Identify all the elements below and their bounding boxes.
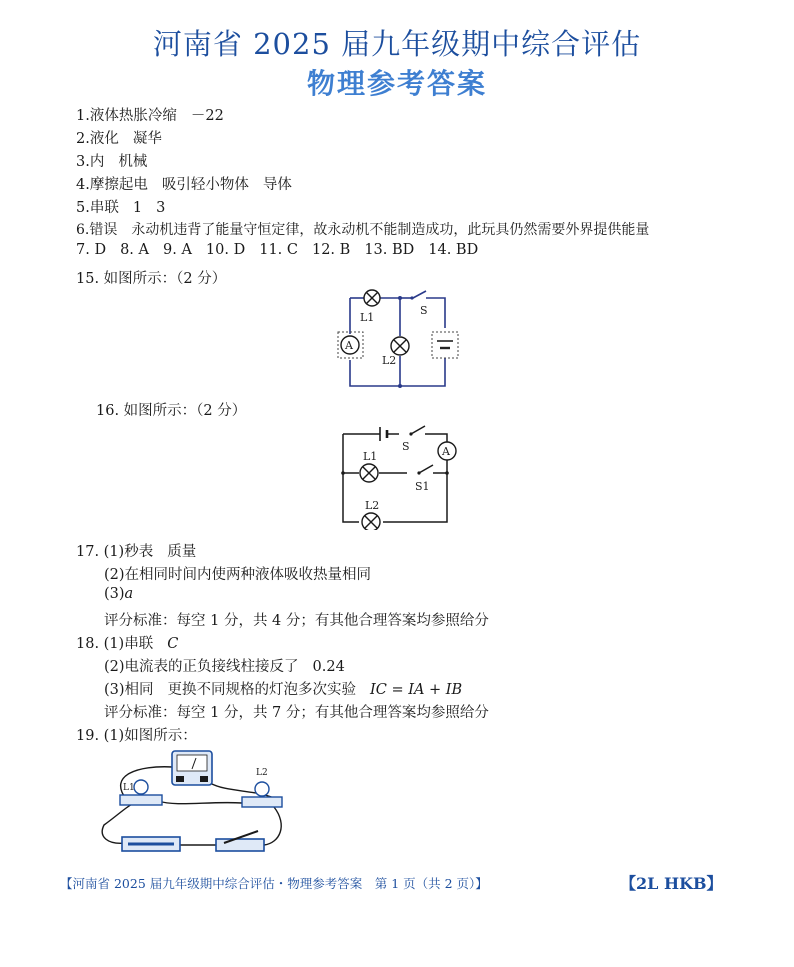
page-footer: 【河南省 2025 届九年级期中综合评估・物理参考答案 第 1 页（共 2 页）】: [60, 876, 488, 891]
lamp-label: L2: [256, 768, 268, 778]
answer-text: 错误: [89, 222, 118, 238]
answer-5: [76, 196, 165, 217]
answer-text: 内: [89, 154, 105, 170]
answer-text: 串联: [124, 636, 154, 652]
answer-4: [76, 173, 292, 194]
switch-label: S: [420, 304, 428, 317]
lamp-label: L1: [123, 783, 135, 793]
answer-18-1: [76, 632, 178, 653]
circuit-figure-19: [98, 745, 298, 863]
choice-item: 9. A: [163, 242, 192, 258]
answer-number: (3): [104, 586, 125, 602]
question-15-label: 15. 如图所示：（2 分）: [76, 271, 227, 287]
choice-item: 11. C: [259, 242, 298, 258]
answer-text: 0.24: [312, 659, 345, 675]
answer-text: 机械: [118, 154, 148, 170]
choice-item: 8. A: [120, 242, 149, 258]
answer-number: 17. (1): [76, 544, 125, 560]
answer-17-3: [104, 586, 133, 602]
answer-text: 1: [132, 200, 143, 216]
switch: [216, 839, 264, 851]
version-code: 【2L HKB】: [620, 874, 723, 893]
answer-text: －22: [190, 108, 224, 124]
answer-text: C: [167, 636, 179, 652]
answer-text: 秒表: [124, 544, 154, 560]
answer-3: [76, 150, 147, 171]
answer-19-1: 19. (1)如图所示：: [76, 728, 197, 744]
scoring-standard-18: 评分标准：每空 1 分，共 7 分；有其他合理答案均参照给分: [104, 705, 489, 721]
ammeter-label: A: [345, 339, 353, 352]
lamp-label: L2: [365, 499, 380, 512]
lamp-label: L1: [363, 450, 378, 463]
answer-number: 18. (1): [76, 636, 125, 652]
answer-6: [76, 219, 649, 239]
formula: IC = IA + IB: [370, 682, 463, 698]
page-title: 河南省 2025 届九年级期中综合评估: [152, 27, 642, 61]
answer-number: 4.: [76, 177, 90, 193]
answer-text: 质量: [167, 544, 197, 560]
choice-item: 12. B: [311, 242, 351, 258]
lamp-holder-2: [242, 797, 282, 807]
answer-18-2: [104, 655, 345, 676]
answer-number: 6.: [76, 222, 90, 238]
choice-item: 13. BD: [364, 242, 415, 258]
answer-text: 更换不同规格的灯泡多次实验: [167, 682, 357, 698]
answer-text: 吸引轻小物体: [161, 177, 249, 193]
choice-item: 14. BD: [428, 242, 479, 258]
answer-text: 凝华: [132, 131, 162, 147]
answer-text: 永动机违背了能量守恒定律，故永动机不能制造成功，此玩具仍然需要外界提供能量: [131, 222, 650, 238]
choice-item: 10. D: [205, 242, 246, 258]
answer-18-3: [104, 678, 462, 699]
question-16-label: 16. 如图所示：（2 分）: [96, 403, 247, 419]
scoring-standard-17: 评分标准：每空 1 分，共 4 分；有其他合理答案均参照给分: [104, 613, 489, 629]
ammeter-label: A: [442, 445, 450, 458]
answer-number: 3.: [76, 154, 90, 170]
answer-text: (2)电流表的正负接线柱接反了: [104, 659, 299, 675]
answer-1: [76, 104, 224, 125]
switch-label: S1: [415, 480, 430, 493]
switch-label: S: [402, 440, 410, 453]
answer-text: (3)相同: [104, 682, 154, 698]
circuit-figure-15: [330, 288, 470, 392]
answer-text: 导体: [262, 177, 292, 193]
lamp-label: L2: [382, 354, 397, 367]
answer-text: 摩擦起电: [89, 177, 148, 193]
answer-2: [76, 127, 162, 148]
answer-text: a: [124, 586, 134, 602]
answer-text: 串联: [89, 200, 119, 216]
answer-text: 3: [156, 200, 166, 216]
answer-number: 2.: [76, 131, 90, 147]
answer-text: 液化: [89, 131, 119, 147]
lamp-holder-1: [120, 795, 162, 805]
page-subtitle: 物理参考答案: [306, 67, 487, 100]
answer-number: 5.: [76, 200, 90, 216]
choice-item: 7. D: [76, 242, 107, 258]
answer-text: 液体热胀冷缩: [89, 108, 177, 124]
answer-number: 1.: [76, 108, 90, 124]
choice-answers: [76, 242, 478, 258]
circuit-figure-16: [335, 418, 465, 530]
answer-17-2: (2)在相同时间内使两种液体吸收热量相同: [104, 567, 372, 583]
answer-17-1: [76, 540, 196, 561]
lamp-label: L1: [360, 311, 375, 324]
